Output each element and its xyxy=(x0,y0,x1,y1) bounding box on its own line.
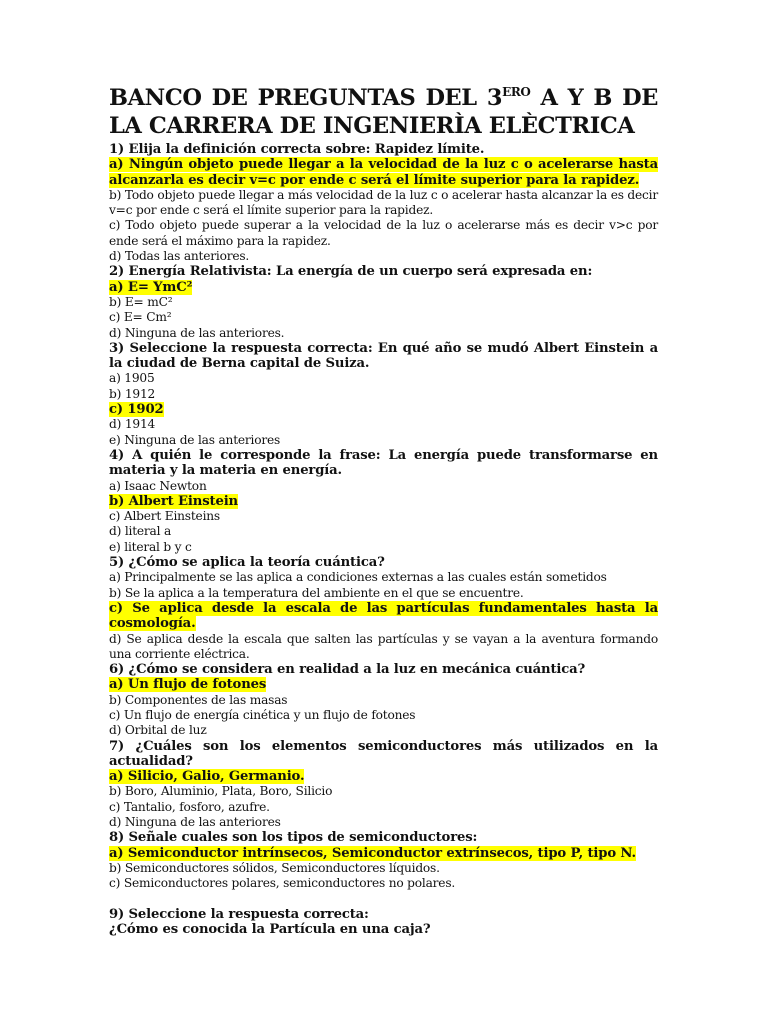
option-text: c) Se aplica desde la escala de las partículas fundamentales hasta la cosmología. xyxy=(109,600,658,632)
question-8: 8) Señale cuales son los tipos de semiconductores: xyxy=(109,830,478,846)
question-9-subtext: ¿Cómo es conocida la Partícula en una caja? xyxy=(109,921,431,937)
answer-option xyxy=(109,295,658,310)
question-1: 1) Elija la definición correcta sobre: Rapidez límite. xyxy=(109,142,485,157)
answer-option xyxy=(109,570,658,585)
option-text: a) Isaac Newton xyxy=(109,478,207,493)
correct-answer xyxy=(109,677,658,692)
option-text: b) Todo objeto puede llegar a más velocidad de la luz c o acelerar hasta alcanzar la es decir v=c por ende c será el límite superior para la rapidez. xyxy=(109,187,658,218)
answer-option xyxy=(109,708,658,723)
option-text: e) literal b y c xyxy=(109,539,192,554)
option-text: d) Todas las anteriores. xyxy=(109,249,250,264)
question-4: 4) A quién le corresponde la frase: La energía puede transformarse en materia y la materia en energía. xyxy=(109,447,658,479)
answer-option xyxy=(109,524,658,539)
answer-option xyxy=(109,723,658,738)
document-page xyxy=(109,84,658,937)
answer-option xyxy=(109,387,658,402)
option-text: c) Tantalio, fosforo, azufre. xyxy=(109,799,270,814)
option-text: c) Semiconductores polares, semiconductores no polares. xyxy=(109,876,456,891)
option-text: d) Se aplica desde la escala que salten las partículas y se vayan a la aventura formando una corriente eléctrica. xyxy=(109,631,658,661)
option-text: a) Silicio, Galio, Germanio. xyxy=(109,769,305,785)
option-text: a) Semiconductor intrínsecos, Semiconductor extrínsecos, tipo P, tipo N. xyxy=(109,845,636,861)
answer-option xyxy=(109,249,658,264)
answer-option xyxy=(109,188,658,219)
correct-answer xyxy=(109,601,658,632)
spacer xyxy=(109,892,658,907)
answer-option xyxy=(109,310,658,325)
answer-option xyxy=(109,800,658,815)
answer-option xyxy=(109,371,658,386)
option-text: d) Ninguna de las anteriores xyxy=(109,815,281,830)
answer-option xyxy=(109,784,658,799)
correct-answer xyxy=(109,769,658,784)
answer-option xyxy=(109,540,658,555)
title-superscript: ERO xyxy=(502,85,531,99)
answer-option xyxy=(109,218,658,249)
option-text: b) Componentes de las masas xyxy=(109,692,288,707)
correct-answer xyxy=(109,402,658,417)
answer-option xyxy=(109,632,658,663)
question-5: 5) ¿Cómo se aplica la teoría cuántica? xyxy=(109,555,385,571)
option-text: c) Un flujo de energía cinética y un flujo de fotones xyxy=(109,707,416,722)
option-text: b) Albert Einstein xyxy=(109,493,238,509)
question-2: 2) Energía Relativista: La energía de un cuerpo será expresada en: xyxy=(109,264,593,280)
correct-answer xyxy=(109,846,658,861)
answer-option xyxy=(109,861,658,876)
answer-option xyxy=(109,326,658,341)
option-text: b) Se la aplica a la temperatura del ambiente en el que se encuentre. xyxy=(109,585,524,600)
answer-option xyxy=(109,876,658,891)
title-rest: A Y B DE LA CARRERA DE INGENIERÌA ELÈCTRICA xyxy=(109,85,658,139)
option-text: a) E= YmC² xyxy=(109,279,193,295)
correct-answer xyxy=(109,494,658,509)
option-text: d) Ninguna de las anteriores. xyxy=(109,325,285,340)
option-text: c) 1902 xyxy=(109,402,164,418)
option-text: d) literal a xyxy=(109,524,172,539)
option-text: e) Ninguna de las anteriores xyxy=(109,432,281,447)
question-7: 7) ¿Cuáles son los elementos semiconductores más utilizados en la actualidad? xyxy=(109,738,658,769)
answer-option xyxy=(109,586,658,601)
document-title xyxy=(109,84,658,140)
correct-answer xyxy=(109,280,658,295)
option-text: a) Ningún objeto puede llegar a la velocidad de la luz c o acelerarse hasta alcanzarla es decir v=c por ende c será el límite superior para la rapidez. xyxy=(109,157,658,188)
option-text: b) 1912 xyxy=(109,386,156,401)
option-text: d) Orbital de luz xyxy=(109,723,207,738)
question-3: 3) Seleccione la respuesta correcta: En qué año se mudó Albert Einstein a la ciudad de Berna capital de Suiza. xyxy=(109,340,658,372)
option-text: c) Todo objeto puede superar a la velocidad de la luz o acelerarse más es decir v>c por ende será el máximo para la rapidez. xyxy=(109,218,658,248)
answer-option xyxy=(109,479,658,494)
option-text: b) E= mC² xyxy=(109,294,173,309)
question-list xyxy=(109,142,658,937)
option-text: a) Principalmente se las aplica a condiciones externas a las cuales están sometidos xyxy=(109,570,607,585)
option-text: b) Boro, Aluminio, Plata, Boro, Silicio xyxy=(109,784,333,799)
option-text: a) Un flujo de fotones xyxy=(109,677,267,693)
answer-option xyxy=(109,509,658,524)
answer-option xyxy=(109,815,658,830)
option-text: b) Semiconductores sólidos, Semiconductores líquidos. xyxy=(109,860,440,875)
question-6: 6) ¿Cómo se considera en realidad a la luz en mecánica cuántica? xyxy=(109,662,586,678)
answer-option xyxy=(109,417,658,432)
option-text: a) 1905 xyxy=(109,371,155,386)
correct-answer xyxy=(109,157,658,188)
option-text: c) Albert Einsteins xyxy=(109,509,220,524)
option-text: c) E= Cm² xyxy=(109,310,172,325)
title-main: BANCO DE PREGUNTAS DEL 3 xyxy=(109,85,503,111)
answer-option xyxy=(109,693,658,708)
answer-option xyxy=(109,433,658,448)
question-9: 9) Seleccione la respuesta correcta: xyxy=(109,906,369,922)
option-text: d) 1914 xyxy=(109,417,156,432)
